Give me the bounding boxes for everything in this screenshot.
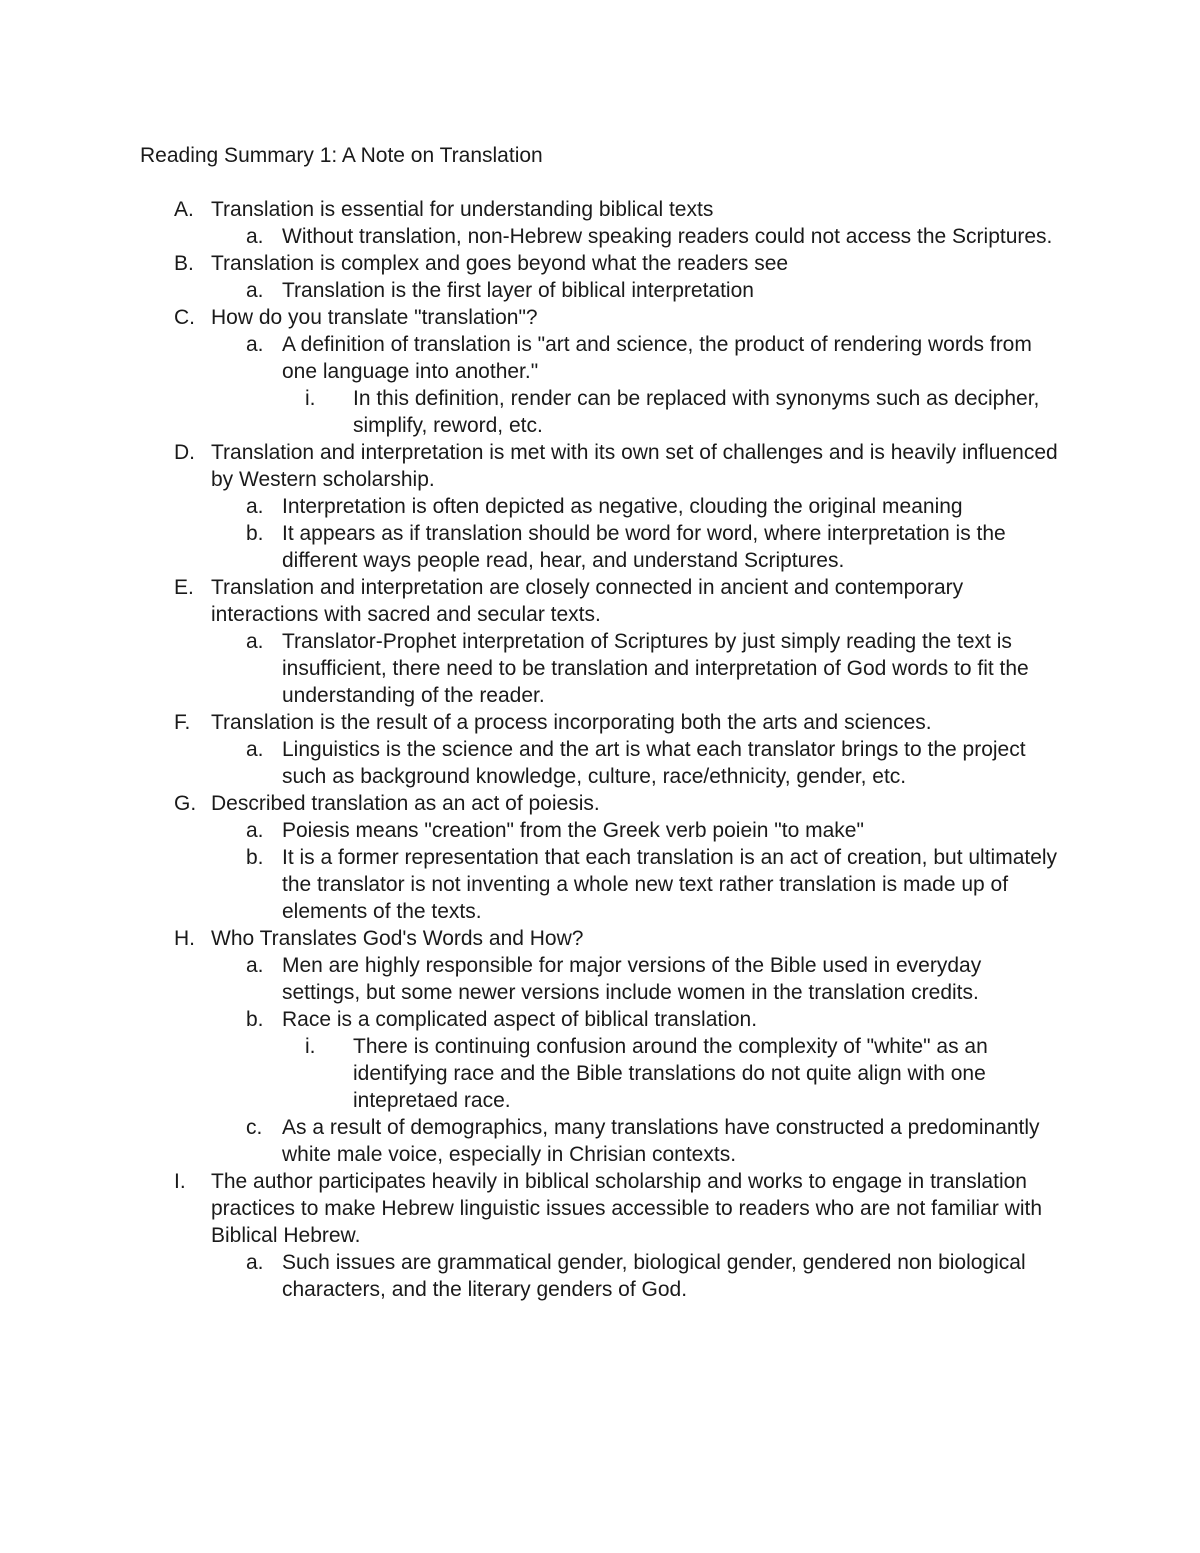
outline-item-level-2: [0, 817, 1200, 844]
outline-marker: c.: [246, 1116, 263, 1139]
outline-text: Linguistics is the science and the art is what each translator brings to the project such as background knowledge, culture, race/ethnicity, gender, etc.: [282, 738, 1026, 788]
outline-item-level-2: [0, 223, 1200, 250]
outline-marker: I.: [174, 1170, 186, 1193]
outline-item-level-2: [0, 628, 1200, 709]
outline-text: Such issues are grammatical gender, biological gender, gendered non biological characters, and the literary genders of God.: [282, 1251, 1026, 1301]
outline-item-level-1: [0, 574, 1200, 628]
outline-item-level-2: [0, 1114, 1200, 1168]
outline-text: It appears as if translation should be word for word, where interpretation is the different ways people read, hear, and understand Scriptures.: [282, 522, 1006, 572]
outline-item-level-1: [0, 1168, 1200, 1249]
outline-marker: a.: [246, 630, 264, 653]
outline-item-level-3: [0, 385, 1200, 439]
outline-text: Described translation as an act of poiesis.: [211, 792, 600, 815]
outline-text: Race is a complicated aspect of biblical translation.: [282, 1008, 758, 1031]
outline-item-level-2: [0, 736, 1200, 790]
outline-item-level-2: [0, 1249, 1200, 1303]
outline-text: The author participates heavily in biblical scholarship and works to engage in translation practices to make Hebrew linguistic issues accessible to readers who are not familiar with Biblical Hebrew.: [211, 1170, 1043, 1247]
page-title: Reading Summary 1: A Note on Translation: [140, 144, 543, 167]
outline-marker: i.: [305, 387, 316, 410]
outline-item-level-2: [0, 277, 1200, 304]
outline-marker: a.: [246, 954, 264, 977]
outline-item-level-1: [0, 439, 1200, 493]
outline-marker: G.: [174, 792, 197, 815]
outline-marker: D.: [174, 441, 195, 464]
outline-text: Translator-Prophet interpretation of Scriptures by just simply reading the text is insufficient, there need to be translation and interpretation of God words to fit the understanding of the reader.: [282, 630, 1029, 707]
outline-text: Men are highly responsible for major versions of the Bible used in everyday settings, but some newer versions include women in the translation credits.: [282, 954, 982, 1004]
outline-text: Without translation, non-Hebrew speaking readers could not access the Scriptures.: [282, 225, 1053, 248]
outline-marker: a.: [246, 1251, 264, 1274]
outline-text: There is continuing confusion around the complexity of "white" as an identifying race and the Bible translations do not quite align with one intepretaed race.: [353, 1035, 988, 1112]
outline-marker: E.: [174, 576, 194, 599]
outline-item-level-2: [0, 1006, 1200, 1033]
outline-text: In this definition, render can be replaced with synonyms such as decipher, simplify, reword, etc.: [353, 387, 1040, 437]
outline-item-level-2: [0, 331, 1200, 385]
outline-item-level-2: [0, 952, 1200, 1006]
outline-item-level-1: [0, 790, 1200, 817]
outline-item-level-2: [0, 493, 1200, 520]
outline-marker: H.: [174, 927, 195, 950]
outline-text: How do you translate "translation"?: [211, 306, 538, 329]
outline-marker: a.: [246, 279, 264, 302]
outline-marker: a.: [246, 495, 264, 518]
outline-marker: C.: [174, 306, 195, 329]
outline-text: As a result of demographics, many translations have constructed a predominantly white male voice, especially in Chrisian contexts.: [282, 1116, 1040, 1166]
outline-item-level-3: [0, 1033, 1200, 1114]
outline-text: Who Translates God's Words and How?: [211, 927, 584, 950]
outline-marker: b.: [246, 1008, 264, 1031]
outline-list: [0, 196, 1200, 1303]
outline-marker: b.: [246, 846, 264, 869]
outline-text: Translation is essential for understanding biblical texts: [211, 198, 714, 221]
outline-text: Translation and interpretation are closely connected in ancient and contemporary interactions with sacred and secular texts.: [211, 576, 964, 626]
outline-text: It is a former representation that each translation is an act of creation, but ultimately the translator is not inventing a whole new text rather translation is made up of elements of the texts.: [282, 846, 1058, 923]
outline-marker: i.: [305, 1035, 316, 1058]
outline-item-level-1: [0, 709, 1200, 736]
outline-item-level-2: [0, 520, 1200, 574]
outline-item-level-1: [0, 196, 1200, 223]
outline-marker: a.: [246, 819, 264, 842]
outline-marker: a.: [246, 738, 264, 761]
outline-text: Interpretation is often depicted as negative, clouding the original meaning: [282, 495, 963, 518]
outline-marker: a.: [246, 225, 264, 248]
outline-marker: F.: [174, 711, 191, 734]
outline-marker: a.: [246, 333, 264, 356]
outline-marker: b.: [246, 522, 264, 545]
outline-text: A definition of translation is "art and science, the product of rendering words from one language into another.": [282, 333, 1032, 383]
outline-item-level-1: [0, 304, 1200, 331]
outline-text: Translation is the result of a process incorporating both the arts and sciences.: [211, 711, 932, 734]
outline-text: Poiesis means "creation" from the Greek verb poiein "to make": [282, 819, 864, 842]
outline-item-level-1: [0, 250, 1200, 277]
outline-text: Translation is complex and goes beyond what the readers see: [211, 252, 789, 275]
outline-text: Translation is the first layer of biblical interpretation: [282, 279, 754, 302]
outline-marker: B.: [174, 252, 194, 275]
outline-marker: A.: [174, 198, 194, 221]
outline-item-level-1: [0, 925, 1200, 952]
outline-item-level-2: [0, 844, 1200, 925]
outline-text: Translation and interpretation is met with its own set of challenges and is heavily influenced by Western scholarship.: [211, 441, 1058, 491]
